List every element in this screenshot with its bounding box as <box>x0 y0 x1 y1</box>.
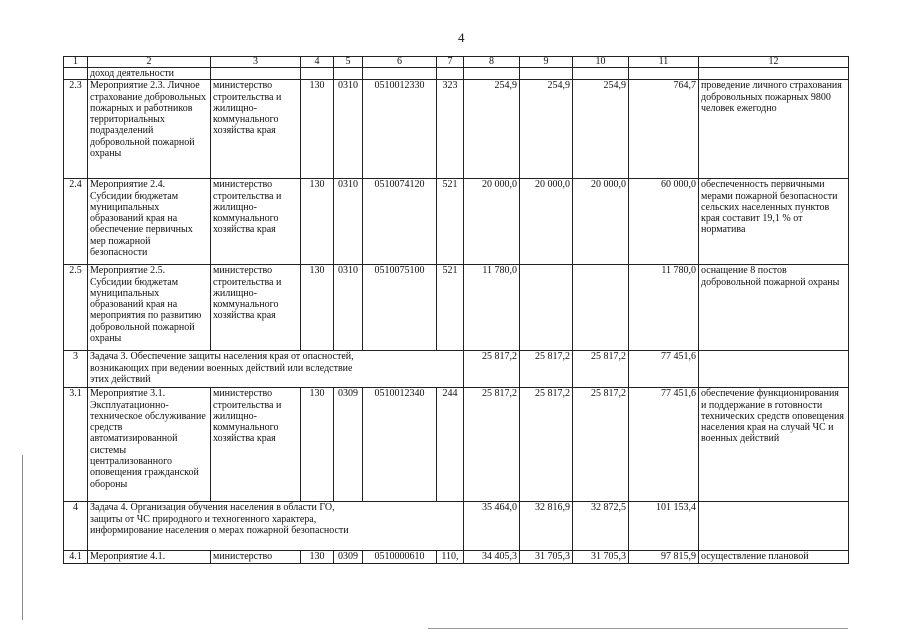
cell-col6: 0510074120 <box>363 179 437 265</box>
cell-col8: 11 780,0 <box>464 265 520 351</box>
cell-col7: 110, <box>437 551 464 564</box>
row-result: осуществление плановой <box>699 551 849 564</box>
table-row <box>64 502 849 551</box>
row-number: 4 <box>64 502 88 551</box>
cell-col10: 25 817,2 <box>573 351 629 388</box>
table-row <box>64 551 849 564</box>
cell-col6: 0510075100 <box>363 265 437 351</box>
header-cell: 11 <box>629 57 699 68</box>
cell-col9: 32 816,9 <box>520 502 573 551</box>
row-responsible: министерство строительства и жилищно-коммунального хозяйства края <box>211 388 301 502</box>
cell-col11: 77 451,6 <box>629 388 699 502</box>
cell-col5: 0310 <box>334 179 363 265</box>
cell-col6: 0510012330 <box>363 80 437 179</box>
cell-col10 <box>573 265 629 351</box>
row-number: 2.5 <box>64 265 88 351</box>
cell-col11: 77 451,6 <box>629 351 699 388</box>
table-row <box>64 351 849 388</box>
cell-col5: 0310 <box>334 265 363 351</box>
header-cell: 4 <box>301 57 334 68</box>
table-row <box>64 388 849 502</box>
header-cell: 12 <box>699 57 849 68</box>
row-name: Мероприятие 2.3. Личное страхование добровольных пожарных и работников территориальных подразделений добровольной пожарной охраны <box>88 80 211 179</box>
budget-table <box>63 56 849 564</box>
cell-col4: 130 <box>301 265 334 351</box>
cell-col4: 130 <box>301 179 334 265</box>
row-number: 3.1 <box>64 388 88 502</box>
cell-col7: 244 <box>437 388 464 502</box>
cell-col8: 254,9 <box>464 80 520 179</box>
row-result: проведение личного страхования добровольных пожарных 9800 человек ежегодно <box>699 80 849 179</box>
row-name: Мероприятие 4.1. <box>88 551 211 564</box>
cell-col11: 11 780,0 <box>629 265 699 351</box>
page-number: 4 <box>458 30 465 45</box>
row-number: 2.3 <box>64 80 88 179</box>
cell-col10: 254,9 <box>573 80 629 179</box>
cell-col10: 32 872,5 <box>573 502 629 551</box>
cell-col7: 323 <box>437 80 464 179</box>
cell-col8: 35 464,0 <box>464 502 520 551</box>
task-name <box>88 502 464 551</box>
row-name: доход деятельности <box>88 68 211 80</box>
cell-col9 <box>520 265 573 351</box>
cell-col10: 31 705,3 <box>573 551 629 564</box>
table-row <box>64 80 849 179</box>
task-text: Задача 3. Обеспечение защиты населения края от опасностей, возникающих при ведении военных действий или вследствие этих действий <box>90 351 354 385</box>
row-name: Мероприятие 2.4. Субсидии бюджетам муниципальных образований края на обеспечение первичных мер пожарной безопасности <box>88 179 211 265</box>
header-cell: 8 <box>464 57 520 68</box>
cell-col10: 25 817,2 <box>573 388 629 502</box>
header-cell: 2 <box>88 57 211 68</box>
row-name: Мероприятие 3.1. Эксплуатационно-техническое обслуживание средств автоматизированной системы централизованного оповещения гражданской обороны <box>88 388 211 502</box>
cell-col4: 130 <box>301 388 334 502</box>
cell-col11: 101 153,4 <box>629 502 699 551</box>
row-number: 3 <box>64 351 88 388</box>
header-cell: 5 <box>334 57 363 68</box>
scan-artifact-line <box>22 455 23 620</box>
cell-col9: 20 000,0 <box>520 179 573 265</box>
table-row <box>64 179 849 265</box>
row-result: обеспеченность первичными мерами пожарной безопасности сельских населенных пунктов края составит 19,1 % от норматива <box>699 179 849 265</box>
cell-col8: 25 817,2 <box>464 388 520 502</box>
header-cell: 3 <box>211 57 301 68</box>
cell-col9: 25 817,2 <box>520 351 573 388</box>
header-cell: 10 <box>573 57 629 68</box>
table-row <box>64 68 849 80</box>
row-number: 2.4 <box>64 179 88 265</box>
cell-col9: 31 705,3 <box>520 551 573 564</box>
header-cell: 7 <box>437 57 464 68</box>
row-result: обеспечение функционирования и поддержание в готовности технических средств оповещения населения края на случай ЧС и военных действий <box>699 388 849 502</box>
row-responsible: министерство строительства и жилищно-коммунального хозяйства края <box>211 80 301 179</box>
cell-col4: 130 <box>301 80 334 179</box>
task-text: Задача 4. Организация обучения населения в области ГО, защиты от ЧС природного и техногенного характера, информирование населения о мерах пожарной безопасности <box>90 502 349 536</box>
cell-col9: 254,9 <box>520 80 573 179</box>
cell-col5: 0309 <box>334 551 363 564</box>
header-row <box>64 57 849 68</box>
cell-col8: 20 000,0 <box>464 179 520 265</box>
header-cell: 1 <box>64 57 88 68</box>
row-responsible: министерство <box>211 551 301 564</box>
cell-col11: 97 815,9 <box>629 551 699 564</box>
cell-col7: 521 <box>437 265 464 351</box>
header-cell: 9 <box>520 57 573 68</box>
cell-col6: 0510000610 <box>363 551 437 564</box>
cell-col6: 0510012340 <box>363 388 437 502</box>
cell-col10: 20 000,0 <box>573 179 629 265</box>
scan-artifact-line <box>428 628 848 629</box>
task-name <box>88 351 464 388</box>
cell-col11: 60 000,0 <box>629 179 699 265</box>
cell-col7: 521 <box>437 179 464 265</box>
row-number: 4.1 <box>64 551 88 564</box>
row-name: Мероприятие 2.5. Субсидии бюджетам муниципальных образований края на мероприятия по развитию добровольной пожарной охраны <box>88 265 211 351</box>
cell-col5: 0309 <box>334 388 363 502</box>
table-row <box>64 265 849 351</box>
cell-col9: 25 817,2 <box>520 388 573 502</box>
cell-col4: 130 <box>301 551 334 564</box>
header-cell: 6 <box>363 57 437 68</box>
row-result: оснащение 8 постов добровольной пожарной охраны <box>699 265 849 351</box>
row-responsible: министерство строительства и жилищно-коммунального хозяйства края <box>211 179 301 265</box>
row-responsible: министерство строительства и жилищно-коммунального хозяйства края <box>211 265 301 351</box>
cell-col11: 764,7 <box>629 80 699 179</box>
cell-col8: 25 817,2 <box>464 351 520 388</box>
cell-col5: 0310 <box>334 80 363 179</box>
cell-col8: 34 405,3 <box>464 551 520 564</box>
